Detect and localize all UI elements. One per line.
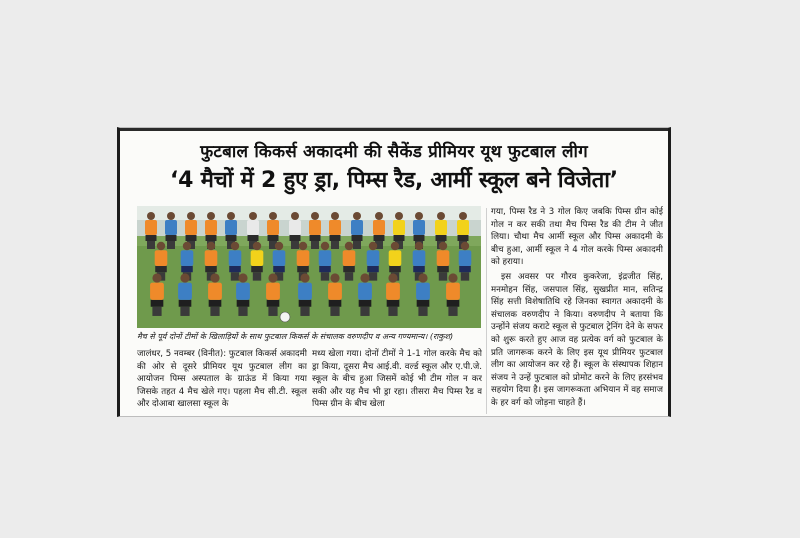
top-rule bbox=[120, 128, 668, 131]
article-column-3 bbox=[491, 206, 663, 416]
team-photo bbox=[137, 206, 481, 328]
article-column-1 bbox=[137, 348, 307, 416]
paragraph: मध्य खेला गया। दोनों टीमों ने 1-1 गोल करके मैच को ड्रा किया, दूसरा मैच आई.वी. वर्ल्ड स्कूल और ए.पी.जे. स्कूल के बीच हुआ जिसमें कोई भी टीम गोल न कर सकी और यह मैच भी ड्रा रहा। तीसरा मैच पिम्स रैड व पिम्स ग्रीन के बीच खेला bbox=[312, 349, 482, 410]
article-column-2 bbox=[312, 348, 482, 416]
article-headline: ‘4 मैचों में 2 हुए ड्रा, पिम्स रैड, आर्मी स्कूल बने विजेता’ bbox=[170, 168, 618, 193]
column-divider bbox=[486, 208, 487, 414]
article-kicker: फुटबाल किकर्स अकादमी की सैकेंड प्रीमियर यूथ फुटबाल लीग bbox=[200, 142, 588, 162]
paragraph: जालंधर, 5 नवम्बर (विनीत): फुटबाल किकर्स अकादमी की ओर से दूसरे प्रीमियर यूथ फुटबाल लीग का आयोजन पिम्स अस्पताल के ग्राऊंड में किया गया जिसके तहत 4 मैच खेले गए। पहला मैच सी.टी. स्कूल और दोआबा खालसा स्कूल के bbox=[137, 349, 307, 410]
newspaper-clipping bbox=[117, 127, 671, 417]
paragraph: गया, पिम्स रैड ने 3 गोल किए जबकि पिम्स ग्रीन कोई गोल न कर सकी तथा मैच पिम्स रैड की टीम ने जीत लिया। चौथा मैच आर्मी स्कूल और पिम्स अकादमी के बीच हुआ, आर्मी स्कूल ने 4 गोल करके पिम्स अकादमी को हराया। bbox=[491, 207, 663, 268]
paragraph: इस अवसर पर गौरव कुकरेजा, इंद्रजीत सिंह, मनमोहन सिंह, जसपाल सिंह, सुखप्रीत मान, सतिन्द्र सिंह सत्ती विशेषातिथि रहे जिनका स्वागत अकादमी के संचालक वरुणदीप ने किया। वरुणदीप ने बताया कि उन्होंने संजय कराटे स्कूल से फुटबाल ट्रेनिंग देने के सफर को शुरू करते हुए आज वह प्रत्येक वर्ग को फुटबाल के प्रति जागरूक करने के लिए इस यूथ प्रीमियर फुटबाल लीग का आयोजन कर रहे हैं। स्कूल के संस्थापक शिहान संजय ने उन्हें फुटबाल को प्रोमोट करने के लिए हरसंभव सहयोग दिया है। इस जागरूकता अभियान में वह समाज के हर वर्ग को जोड़ना चाहते हैं। bbox=[491, 271, 663, 408]
photo-caption: मैच से पूर्व दोनों टीमों के खिलाड़ियों के साथ फुटबाल किकर्स के संचालक वरुणदीप व अन्य गण्यमान्य। (राकुश) bbox=[137, 332, 454, 341]
team-photo-illustration bbox=[137, 206, 481, 328]
